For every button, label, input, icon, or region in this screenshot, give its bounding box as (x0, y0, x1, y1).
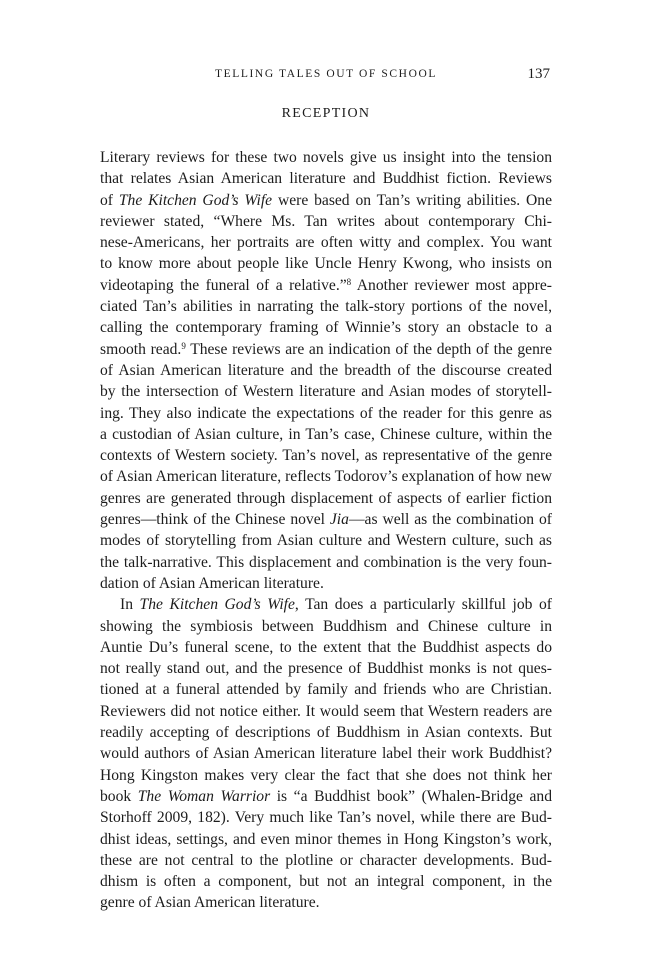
footnote-marker: 9 (181, 340, 186, 351)
running-head (100, 66, 552, 86)
book-title: The Kitchen God’s Wife (139, 596, 295, 614)
text-line: ing. They also indicate the expectations of the reader for this genre as (100, 404, 552, 422)
text-line: ciated Tan’s abilities in narrating the talk-story portions of the novel, (100, 298, 552, 316)
text-line: genres are generated through displacement of aspects of earlier fiction (100, 489, 552, 507)
text-line: contexts of Western society. Tan’s novel, as representative of the genre (100, 447, 552, 465)
text-line: tioned at a funeral attended by family and friends who are Christian. (100, 681, 552, 699)
page-number: 137 (527, 66, 550, 82)
text-line: book The Woman Warrior is “a Buddhist book” (Whalen-Bridge and (100, 787, 552, 805)
book-title: The Woman Warrior (137, 787, 271, 805)
text-line: readily accepting of descriptions of Buddhism in Asian contexts. But (100, 724, 552, 742)
footnote-marker: 8 (346, 276, 352, 287)
text-line: to know more about people like Uncle Henry Kwong, who insists on (100, 255, 552, 273)
text-line: dation of Asian American literature. (100, 574, 324, 592)
text-line: not really stand out, and the presence of Buddhist monks is not ques- (100, 660, 552, 678)
paragraph-reviews (100, 147, 552, 594)
text-line: a custodian of Asian culture, in Tan’s case, Chinese culture, within the (100, 425, 552, 443)
text-line: showing the symbiosis between Buddhism and Chinese culture in (100, 617, 552, 635)
text-line: Hong Kingston makes very clear the fact that she does not think her (100, 766, 552, 784)
text-line: dhist ideas, settings, and even minor themes in Hong Kingston’s work, (100, 830, 552, 848)
text-line: Auntie Du’s funeral scene, to the extent that the Buddhist aspects do (100, 638, 552, 656)
text-line: that relates Asian American literature and Buddhist fiction. Reviews (100, 170, 552, 188)
text-line: by the intersection of Western literature and Asian modes of storytell- (100, 383, 552, 401)
text-line: these are not central to the plotline or character developments. Bud- (100, 851, 552, 869)
text-line: genres—think of the Chinese novel Jia—as well as the combination of (100, 511, 552, 529)
text-line: In The Kitchen God’s Wife, Tan does a particularly skillful job of (120, 596, 552, 614)
text-line: reviewer stated, “Where Ms. Tan writes about contemporary Chi- (100, 212, 552, 230)
book-title: Jia (329, 511, 349, 529)
book-title: The Kitchen God’s Wife (118, 191, 273, 209)
text-line: of Asian American literature, reflects Todorov’s explanation of how new (100, 468, 552, 486)
text-line: Storhoff 2009, 182). Very much like Tan’s novel, while there are Bud- (100, 809, 552, 827)
text-line: Literary reviews for these two novels give us insight into the tension (100, 149, 552, 166)
text-line: would authors of Asian American literature label their work Buddhist? (100, 745, 552, 763)
text-line: Reviewers did not notice either. It would seem that Western readers are (100, 702, 552, 720)
text-line: smooth read.$^9$ These reviews are an indication of the depth of the genre (100, 340, 552, 358)
text-line: videotaping the funeral of a relative.”$^8$ Another reviewer most appre- (100, 276, 552, 294)
text-line: nese-Americans, her portraits are often witty and complex. You want (100, 234, 552, 252)
text-line: of Asian American literature and the breadth of the discourse created (100, 361, 552, 379)
text-line: of The Kitchen God’s Wife were based on Tan’s writing abilities. One (100, 191, 552, 209)
text-line: modes of storytelling from Asian culture and Western culture, such as (100, 532, 552, 550)
running-title: TELLING TALES OUT OF SCHOOL (214, 68, 438, 80)
body-text (100, 147, 552, 914)
text-line: genre of Asian American literature. (100, 894, 320, 912)
section-heading: RECEPTION (281, 106, 371, 121)
text-line: dhism is often a component, but not an integral component, in the (100, 873, 552, 891)
text-line: calling the contemporary framing of Winnie’s story an obstacle to a (100, 319, 552, 337)
paragraph-symbiosis (100, 594, 552, 913)
text-line: the talk-narrative. This displacement and combination is the very foun- (100, 553, 552, 571)
